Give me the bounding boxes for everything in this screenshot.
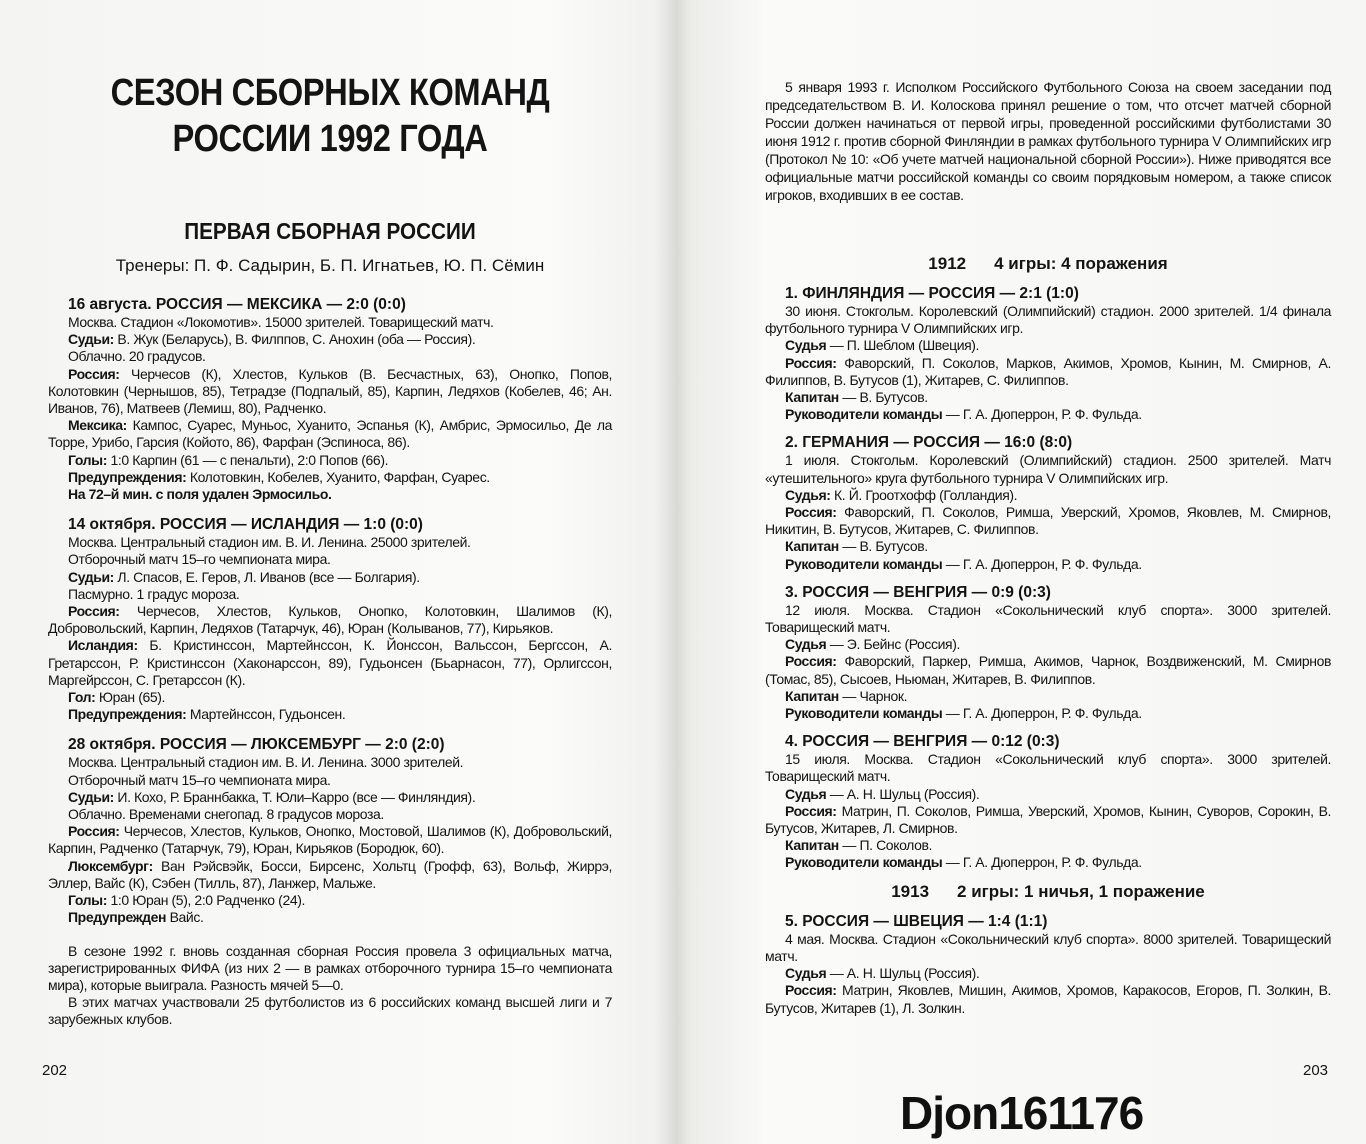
match-teams-score: РОССИЯ — МЕКСИКА — 2:0 (0:0) — [151, 296, 406, 313]
detail-label: Капитан — [785, 538, 839, 555]
match-detail-line — [48, 551, 612, 568]
detail-text: Мартейнссон, Гудьонсен. — [186, 706, 346, 723]
detail-label: Судья — [785, 337, 827, 354]
detail-text: — В. Бутусов. — [838, 389, 928, 406]
match-detail-line — [765, 303, 1331, 337]
detail-text: Черчесов, Хлестов, Кульков, Онопко, Мостовой, Шалимов (К), Добровольский, Карпин, Радченко (Татарчук, 79), Юран, Кирьяков (Бородюк, 60). — [48, 823, 612, 857]
detail-label: Предупреждения: — [68, 706, 187, 723]
detail-text: 4 мая. Москва. Стадион «Сокольнический клуб спорта». 8000 зрителей. Товарищеский матч. — [765, 930, 1331, 964]
detail-text: 1:0 Юран (5), 2:0 Радченко (24). — [106, 892, 305, 909]
detail-label: Россия: — [785, 504, 837, 521]
detail-label: Россия: — [785, 802, 837, 819]
match-heading — [48, 735, 612, 754]
match-detail-line — [765, 556, 1331, 573]
detail-label: Гол: — [68, 689, 96, 706]
match-block — [765, 284, 1331, 423]
match-heading: 5. РОССИЯ — ШВЕЦИЯ — 1:4 (1:1) — [785, 912, 1048, 930]
detail-text: Отборочный матч 15–го чемпионата мира. — [68, 771, 331, 788]
match-detail-line — [48, 331, 612, 348]
match-detail-line — [48, 858, 612, 892]
page-number: 202 — [42, 1062, 68, 1079]
match-heading: 3. РОССИЯ — ВЕНГРИЯ — 0:9 (0:3) — [785, 583, 1051, 601]
detail-text: Отборочный матч 15–го чемпионата мира. — [68, 551, 331, 568]
chapter-title-line: РОССИИ 1992 ГОДА — [172, 118, 488, 160]
match-detail-line — [765, 452, 1331, 486]
match-teams-score: РОССИЯ — ИСЛАНДИЯ — 1:0 (0:0) — [155, 516, 423, 534]
season-summary-paragraph: В сезоне 1992 г. вновь созданная сборная Россия провела 3 официальных матча, зарегистрированных ФИФА (из них 2 — в рамках отборочного турнира 15–го чемпионата мира), которые выиграла. Разность мячей 5—0. — [48, 942, 612, 993]
match-detail-line — [48, 909, 612, 926]
detail-label: Мексика: — [68, 417, 127, 434]
match-teams-score: РОССИЯ — ЛЮКСЕМБУРГ — 2:0 (2:0) — [155, 736, 445, 754]
detail-text: — Э. Бейнс (Россия). — [826, 636, 960, 653]
match-detail-line — [765, 406, 1331, 423]
detail-text: Пасмурно. 1 градус мороза. — [68, 585, 240, 602]
match-detail-line — [48, 689, 612, 706]
detail-label: Руководители команды — [785, 854, 943, 871]
detail-text: 15 июля. Москва. Стадион «Сокольнический клуб спорта». 3000 зрителей. Товарищеский матч. — [765, 751, 1331, 785]
match-detail-line — [48, 569, 612, 586]
section-title: ПЕРВАЯ СБОРНАЯ РОССИИ — [184, 218, 476, 244]
detail-text: Облачно. Временами снегопад. 8 градусов мороза. — [68, 806, 384, 823]
detail-text: — Г. А. Дюперрон, Р. Ф. Фульда. — [942, 854, 1142, 871]
match-detail-line — [48, 469, 612, 486]
detail-label: Россия: — [68, 365, 120, 382]
match-block — [765, 583, 1331, 722]
detail-text: Матрин, Яковлев, Мишин, Акимов, Хромов, Каракосов, Егоров, П. Золкин, В. Бутусов, Житарев (1), Л. Золкин. — [765, 982, 1331, 1016]
detail-text: Кампос, Суарес, Муньос, Хуанито, Эспанья (К), Амбрис, Эрмосильо, Де ла Торре, Урибо, Гарсия (Койото, 86), Фарфан (Эспиноса, 86). — [48, 417, 612, 451]
match-detail-line — [765, 786, 1331, 803]
match-detail-line — [765, 751, 1331, 785]
match-block — [765, 732, 1331, 871]
detail-label: Судья — [785, 636, 827, 653]
year-summary: 2 игры: 1 ничья, 1 поражение — [957, 881, 1205, 901]
detail-text: В. Жук (Беларусь), В. Филппов, С. Анохин (оба — Россия). — [113, 331, 476, 348]
match-date: 14 октября. — [68, 516, 156, 534]
detail-label: Россия: — [68, 823, 120, 840]
detail-label: Судья — [785, 785, 827, 802]
match-detail-line — [765, 337, 1331, 354]
detail-text: Фаворский, Паркер, Римша, Акимов, Чарнок, Воздвиженский, М. Смирнов (Томас, 85), Сысоев, Ньюман, Житарев, В. Филиппов. — [765, 653, 1331, 687]
match-block — [48, 295, 612, 503]
detail-label: Капитан — [785, 389, 839, 406]
detail-label: Капитан — [785, 837, 839, 854]
detail-text: Фаворский, П. Соколов, Римша, Уверский, Хромов, Яковлев, М. Смирнов, Никитин, В. Бутусов, Житарев, С. Филиппов. — [765, 504, 1331, 538]
detail-label: Россия: — [785, 354, 837, 371]
match-detail-line — [48, 637, 612, 689]
intro-paragraph: 5 января 1993 г. Исполком Российского Футбольного Союза на своем заседании под председательством В. И. Колоскова принял решение о том, что отсчет матчей сборной России должен начинаться от первой игры, проведенной российскими футболистами 30 июня 1912 г. против сборной Финляндии в рамках футбольного турнира V Олимпийских игр (Протокол № 10: «Об учете матчей национальной сборной России»). Ниже приводятся все официальные матчи российской команды со своим порядковым номером, а также список игроков, входивших в ее состав. — [765, 79, 1331, 203]
detail-text: Юран (65). — [95, 689, 166, 706]
detail-text: — Г. А. Дюперрон, Р. Ф. Фульда. — [942, 406, 1142, 423]
match-detail-line — [765, 389, 1331, 406]
match-detail-line — [48, 586, 612, 603]
match-detail-line — [765, 931, 1331, 965]
detail-label: Руководители команды — [785, 705, 943, 722]
detail-text: Москва. Центральный стадион им. В. И. Ленина. 25000 зрителей. — [68, 534, 471, 551]
match-detail-line — [48, 754, 612, 771]
detail-text: — А. Н. Шульц (Россия). — [826, 785, 980, 802]
match-heading: 4. РОССИЯ — ВЕНГРИЯ — 0:12 (0:3) — [785, 733, 1060, 751]
detail-label: Голы: — [68, 451, 107, 468]
detail-text: Колотовкин, Кобелев, Хуанито, Фарфан, Суарес. — [186, 468, 490, 485]
match-detail-line — [48, 486, 612, 503]
match-detail-line — [765, 803, 1331, 837]
match-detail-line — [48, 603, 612, 637]
watermark: Djon161176 — [900, 1087, 1144, 1139]
match-detail-line — [48, 806, 612, 823]
match-detail-line — [765, 355, 1331, 389]
match-detail-line — [765, 982, 1331, 1016]
detail-text: — А. Н. Шульц (Россия). — [826, 965, 980, 982]
detail-label: Россия: — [68, 603, 120, 620]
detail-text: Фаворский, П. Соколов, Марков, Акимов, Хромов, Кынин, М. Смирнов, А. Филиппов, В. Бутусов (1), Житарев, С. Филиппов. — [765, 354, 1331, 388]
detail-text: 1:0 Карпин (61 — с пенальти), 2:0 Попов (66). — [106, 451, 389, 468]
page-number: 203 — [1303, 1062, 1329, 1079]
match-detail-line — [765, 705, 1331, 722]
detail-label: Люксембург: — [68, 857, 153, 874]
detail-label: Руководители команды — [785, 555, 943, 572]
match-detail-line — [48, 348, 612, 365]
detail-label: Руководители команды — [785, 406, 943, 423]
coaches-line: Тренеры: П. Ф. Садырин, Б. П. Игнатьев, Ю. П. Сёмин — [115, 256, 545, 275]
match-date: 16 августа. — [68, 296, 152, 313]
match-heading: 1. ФИНЛЯНДИЯ — РОССИЯ — 2:1 (1:0) — [785, 285, 1079, 302]
match-heading: 2. ГЕРМАНИЯ — РОССИЯ — 16:0 (8:0) — [785, 434, 1073, 452]
detail-label: Капитан — [785, 687, 839, 704]
detail-text: Облачно. 20 градусов. — [68, 348, 206, 365]
year-label: 1912 — [928, 254, 967, 273]
detail-label: Россия: — [785, 653, 837, 670]
detail-label: Судьи: — [68, 568, 114, 585]
match-detail-line — [48, 772, 612, 789]
detail-text: Б. Кристинссон, Мартейнссон, К. Йонссон, Вальссон, Бергссон, А. Гретарссон, Р. Кристинссон (Хаконарссон, 89), Гудьонсен (Бьарнасон, 77), Орлигссон, Маргейрссон, С. Гретарссон (К). — [48, 637, 612, 688]
detail-text: 12 июля. Москва. Стадион «Сокольнический клуб спорта». 3000 зрителей. Товарищеский матч. — [765, 601, 1331, 636]
match-detail-line — [48, 823, 612, 857]
match-heading — [48, 295, 612, 314]
year-label: 1913 — [891, 881, 930, 901]
chapter-title — [87, 70, 572, 162]
detail-text: — П. Соколов. — [838, 837, 932, 854]
match-detail-line — [765, 636, 1331, 653]
detail-label: Предупреждения: — [68, 468, 187, 485]
year-summary: 4 игры: 4 поражения — [994, 254, 1168, 273]
detail-text: — Чарнок. — [838, 687, 908, 704]
match-detail-line — [48, 706, 612, 723]
year-header — [765, 882, 1331, 902]
season-summary-paragraph: В этих матчах участвовали 25 футболистов из 6 российских команд высшей лиги и 7 зарубежных клубов. — [48, 994, 612, 1028]
match-heading — [48, 515, 612, 534]
chapter-title-line: СЕЗОН СБОРНЫХ КОМАНД — [110, 72, 550, 114]
match-detail-line — [765, 653, 1331, 687]
match-detail-line — [48, 417, 612, 451]
detail-text: 30 июня. Стокгольм. Королевский (Олимпийский) стадион. 2000 зрителей. 1/4 финала футбольного турнира V Олимпийских игр. — [765, 303, 1331, 337]
match-block — [48, 735, 612, 926]
match-detail-line — [765, 602, 1331, 636]
match-detail-line — [765, 965, 1331, 982]
detail-text: Л. Спасов, Е. Геров, Л. Иванов (все — Болгария). — [113, 568, 420, 585]
detail-label: Голы: — [68, 892, 107, 909]
detail-text: Ван Рэйсвэйк, Босси, Бирсенс, Хольтц (Грофф, 63), Вольф, Жиррэ, Эллер, Вайс (К), Сэбен (Тилль, 87), Ланжер, Мальже. — [48, 857, 612, 891]
detail-label: Судья — [785, 965, 827, 982]
match-detail-line — [765, 837, 1331, 854]
detail-label: Судьи: — [68, 788, 114, 805]
detail-label: Исландия: — [68, 637, 138, 654]
year-header — [765, 254, 1331, 274]
detail-label: Судья: — [785, 486, 831, 503]
match-block — [765, 912, 1331, 1017]
match-detail-line — [48, 452, 612, 469]
detail-label: На 72–й мин. с поля удален Эрмосильо. — [68, 486, 332, 503]
detail-text: — П. Шеблом (Швеция). — [826, 337, 980, 354]
match-detail-line — [48, 534, 612, 551]
detail-label: Россия: — [785, 982, 837, 999]
match-date: 28 октября. — [68, 736, 156, 754]
detail-text: Москва. Стадион «Локомотив». 15000 зрителей. Товарищеский матч. — [68, 314, 494, 330]
detail-text: И. Кохо, Р. Браннбакка, Т. Юли–Карро (все — Финляндия). — [113, 788, 476, 805]
match-detail-line — [48, 314, 612, 331]
detail-text: Черчесов, Хлестов, Кульков, Онопко, Колотовкин, Шалимов (К), Добровольский, Карпин, Ледяхов (Татарчук, 46), Юран (Колыванов, 77), Кирьяков. — [48, 603, 612, 637]
detail-text: — Г. А. Дюперрон, Р. Ф. Фульда. — [942, 555, 1142, 572]
right-content — [765, 78, 1331, 1027]
detail-text: Вайс. — [166, 909, 204, 926]
match-detail-line — [765, 854, 1331, 871]
detail-label: Предупрежден — [68, 909, 167, 926]
match-detail-line — [48, 892, 612, 909]
match-detail-line — [765, 538, 1331, 555]
match-block — [48, 515, 612, 723]
match-detail-line — [48, 789, 612, 806]
match-detail-line — [48, 366, 612, 418]
match-block — [765, 433, 1331, 572]
detail-text: — В. Бутусов. — [838, 538, 928, 555]
detail-text: 1 июля. Стокгольм. Королевский (Олимпийский) стадион. 2500 зрителей. Матч «утешительного» круга футбольного турнира V Олимпийских игр. — [765, 452, 1331, 486]
detail-text: Москва. Центральный стадион им. В. И. Ленина. 3000 зрителей. — [68, 754, 464, 771]
detail-text: Матрин, П. Соколов, Римша, Уверский, Хромов, Кынин, Суворов, Сорокин, В. Бутусов, Житарев, Л. Смирнов. — [765, 802, 1331, 837]
detail-label: Судьи: — [68, 331, 114, 348]
match-detail-line — [765, 487, 1331, 504]
detail-text: Черчесов (К), Хлестов, Кульков (В. Бесчастных, 63), Онопко, Попов, Колотовкин (Чернышов, 85), Тетрадзе (Подпалый, 85), Карпин, Ледяхов (Кобелев, 46; Ан. Иванов, 76), Матвеев (Лемиш, 80), Радченко. — [48, 365, 612, 417]
left-matches — [48, 295, 612, 1029]
match-detail-line — [765, 688, 1331, 705]
match-detail-line — [765, 504, 1331, 538]
detail-text: — Г. А. Дюперрон, Р. Ф. Фульда. — [942, 705, 1142, 722]
detail-text: К. Й. Гроотхофф (Голландия). — [830, 486, 1018, 503]
